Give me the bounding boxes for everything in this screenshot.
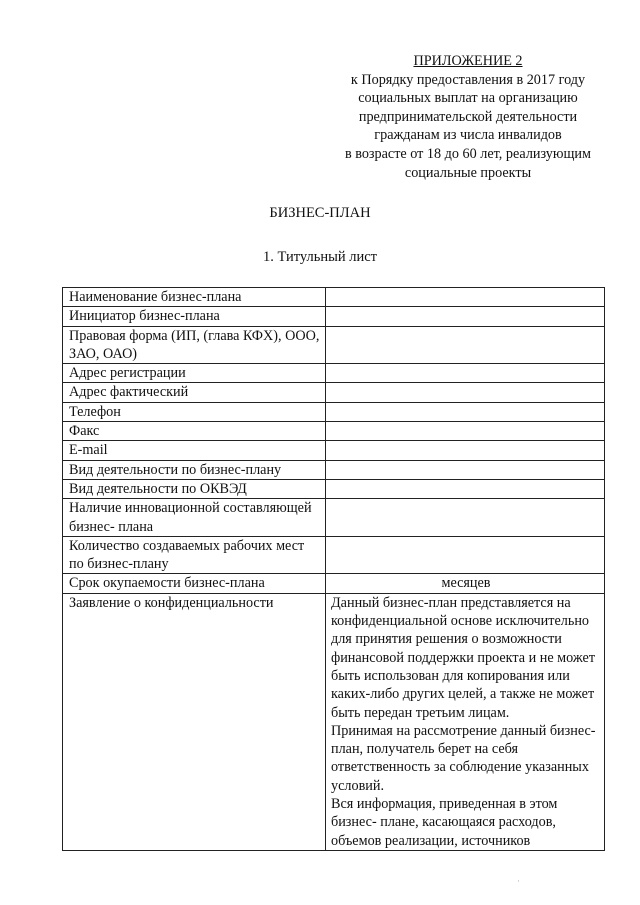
- appendix-line: предпринимательской деятельности: [358, 108, 578, 125]
- confidentiality-text: [326, 593, 605, 850]
- appendix-line: социальных выплат на организацию: [358, 90, 578, 107]
- table-row: [63, 326, 605, 364]
- row-value[interactable]: [326, 422, 605, 441]
- table-row: [63, 402, 605, 421]
- row-label: Адрес регистрации: [63, 364, 326, 383]
- confidentiality-paragraph: Принимая на рассмотрение данный бизнес- план, получатель берет на себя ответственность за соблюдение указанных условий.: [331, 722, 596, 794]
- row-value[interactable]: [326, 288, 605, 307]
- row-label: E-mail: [63, 441, 326, 460]
- row-label: Правовая форма (ИП, (глава КФХ), ООО, ЗАО, ОАО): [63, 326, 326, 364]
- scan-dot: ·: [517, 876, 520, 886]
- row-label: Адрес фактический: [63, 383, 326, 402]
- row-value[interactable]: [326, 441, 605, 460]
- row-label: Вид деятельности по бизнес-плану: [63, 460, 326, 479]
- row-label: Факс: [63, 422, 326, 441]
- row-value[interactable]: [326, 326, 605, 364]
- row-label: Инициатор бизнес-плана: [63, 307, 326, 326]
- table-row: [63, 574, 605, 593]
- row-label: Наличие инновационной составляющей бизнес- плана: [63, 499, 326, 537]
- row-value[interactable]: [326, 479, 605, 498]
- table-row: [63, 479, 605, 498]
- table-row: [63, 364, 605, 383]
- appendix-line: социальные проекты: [404, 164, 532, 181]
- table-row: [63, 536, 605, 574]
- row-value[interactable]: [326, 383, 605, 402]
- row-value[interactable]: [326, 307, 605, 326]
- confidentiality-paragraph: Данный бизнес-план представляется на конфиденциальной основе исключительно для принятия решения о возможности финансовой поддержки проекта и не может быть использован для копирования или каких-либо других целей, а также не может быть передан третьим лицам.: [331, 594, 596, 721]
- table-row: [63, 307, 605, 326]
- table-row: [63, 422, 605, 441]
- row-value[interactable]: [326, 402, 605, 421]
- row-label: Количество создаваемых рабочих мест по бизнес-плану: [63, 536, 326, 574]
- table-row: [63, 460, 605, 479]
- row-value[interactable]: [326, 460, 605, 479]
- appendix-header: [318, 52, 618, 182]
- section-title: 1. Титульный лист: [262, 249, 378, 265]
- appendix-line: в возрасте от 18 до 60 лет, реализующим: [344, 145, 591, 162]
- confidentiality-label: Заявление о конфиденциальности: [63, 593, 326, 850]
- row-label: Наименование бизнес-плана: [63, 288, 326, 307]
- appendix-line: гражданам из числа инвалидов: [374, 127, 562, 144]
- table-row: [63, 383, 605, 402]
- row-value[interactable]: [326, 499, 605, 537]
- row-label: Вид деятельности по ОКВЭД: [63, 479, 326, 498]
- table-row: [63, 288, 605, 307]
- row-value[interactable]: [326, 364, 605, 383]
- confidentiality-paragraph: Вся информация, приведенная в этом бизнес- плане, касающаяся расходов, объемов реализации, источников: [331, 796, 558, 849]
- table-row-confidentiality: [63, 593, 605, 850]
- row-label: Срок окупаемости бизнес-плана: [63, 574, 326, 593]
- title-page-table: [62, 287, 605, 851]
- payback-period-unit[interactable]: месяцев: [326, 574, 605, 593]
- table-row: [63, 499, 605, 537]
- row-value[interactable]: [326, 536, 605, 574]
- appendix-line: к Порядку предоставления в 2017 году: [350, 71, 586, 88]
- table-row: [63, 441, 605, 460]
- appendix-title: ПРИЛОЖЕНИЕ 2: [413, 53, 523, 69]
- row-label: Телефон: [63, 402, 326, 421]
- document-title: БИЗНЕС-ПЛАН: [269, 205, 371, 221]
